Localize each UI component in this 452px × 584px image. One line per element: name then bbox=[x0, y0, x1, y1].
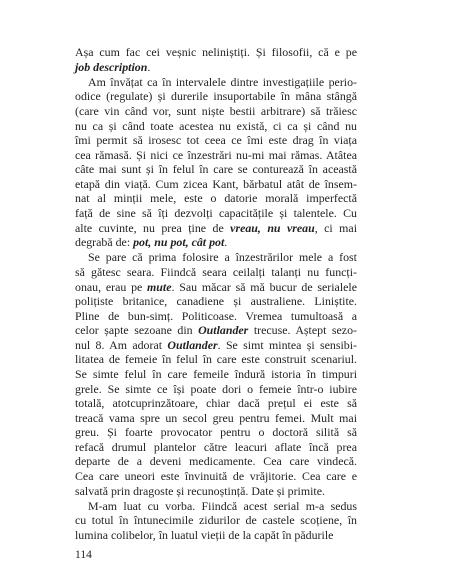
text-run: nul 8. Am adorat bbox=[75, 338, 168, 352]
text-run: salvată prin dragoste și recunoștință. Date și primite. bbox=[75, 484, 325, 498]
page-number: 114 bbox=[75, 549, 92, 561]
text-line bbox=[75, 351, 357, 367]
emphasized-text: vreau, nu vreau bbox=[230, 221, 315, 235]
text-run: onau, erau pe bbox=[75, 280, 148, 294]
emphasized-text: Outlander bbox=[167, 338, 218, 352]
text-run: odice (regulate) și durerile insuportabile în mâna stângă bbox=[75, 89, 357, 103]
text-line bbox=[88, 249, 357, 265]
text-run: îmi permit să irosesc tot ceea ce îmi este drag în viața bbox=[75, 133, 357, 147]
text-run: Așa cum fac cei veșnic neliniștiți. Și filosofii, că e pe bbox=[75, 45, 357, 59]
text-run: refacă drumul plantelor către leacuri aflate încă prea bbox=[75, 440, 357, 454]
text-run: totală, atotcuprinzătoare, chiar dacă prețul ei este să bbox=[75, 396, 357, 410]
emphasized-text: pot, nu pot, cât pot bbox=[133, 235, 225, 249]
text-run: . bbox=[224, 235, 228, 249]
text-line bbox=[75, 366, 357, 382]
text-line bbox=[75, 44, 357, 60]
text-run: trecuse. Aștept sezo- bbox=[248, 323, 357, 337]
text-run: Se simte felul în care femeile îndură istoria în timpuri bbox=[75, 367, 357, 381]
text-run: . Se simt mintea și sensibi- bbox=[217, 338, 357, 352]
text-run: departe de a deveni medicamente. Cea care vindecă. bbox=[75, 454, 357, 468]
text-line bbox=[75, 234, 357, 250]
text-run: polițiste britanice, canadiene și australiene. Liniștite. bbox=[75, 294, 357, 308]
text-run: litatea de femeie în felul în care este construit scenariul. bbox=[75, 352, 357, 366]
text-run: degrabă de: bbox=[75, 235, 134, 249]
text-run: alte cuvinte, nu prea ține de bbox=[75, 221, 231, 235]
text-line bbox=[75, 512, 357, 528]
text-run: să gătesc seara. Fiindcă seara ceilalți talanți nu funcți- bbox=[75, 265, 357, 279]
text-run: nu ca și când toate acestea nu există, ci ca și când nu bbox=[75, 119, 357, 133]
text-line bbox=[75, 322, 357, 338]
text-line bbox=[75, 190, 357, 206]
text-run: cu totul în întunecimile zidurilor de castele scoțiene, în bbox=[75, 513, 357, 527]
text-run: M-am luat cu vorba. Fiindcă acest serial m-a sedus bbox=[88, 499, 357, 513]
emphasized-text: mute bbox=[147, 280, 172, 294]
text-line bbox=[75, 527, 357, 543]
emphasized-text: job description bbox=[75, 60, 148, 74]
text-line bbox=[75, 205, 357, 221]
text-line bbox=[75, 59, 357, 75]
text-line bbox=[75, 88, 357, 104]
text-line bbox=[75, 264, 357, 280]
text-run: cea rămasă. Și nici ce înzestrări nu-mi mai rămas. Atâtea bbox=[75, 148, 357, 162]
text-run: Pline de bun-simț. Politicoase. Vremea tumultoasă a bbox=[75, 309, 357, 323]
text-line bbox=[75, 103, 357, 119]
text-line bbox=[75, 453, 357, 469]
text-run: nat al minții mele, este o datorie morală imperfectă bbox=[75, 191, 357, 205]
text-run: . bbox=[147, 60, 151, 74]
text-run: celor șapte sezoane din bbox=[75, 323, 199, 337]
text-line bbox=[75, 395, 357, 411]
text-run: , ci mai bbox=[314, 221, 357, 235]
text-run: . Sau măcar să mă bucur de serialele bbox=[171, 280, 357, 294]
text-run: grele. Se simte ce își poate dori o femeie într-o iubire bbox=[75, 382, 357, 396]
text-run: câte mai sunt și în felul în care se conturează în această bbox=[75, 162, 357, 176]
text-run: față de sine să îți dezvolți capacitățile și talentele. Cu bbox=[75, 206, 357, 220]
emphasized-text: Outlander bbox=[198, 323, 249, 337]
text-line bbox=[75, 293, 357, 309]
text-line bbox=[75, 468, 357, 484]
text-run: treacă vama spre un secol greu pentru femei. Mult mai bbox=[75, 411, 357, 425]
text-run: etapă din viață. Cum zicea Kant, bărbatul atât de însem- bbox=[75, 177, 357, 191]
text-run: Am învățat ca în intervalele dintre investigațiile perio- bbox=[88, 75, 357, 89]
text-run: (care vin când vor, sunt niște bestii arbitrare) să trăiesc bbox=[75, 104, 357, 118]
text-line bbox=[75, 161, 357, 177]
text-run: Cea care uneori este învinuită de vrăjitorie. Cea care e bbox=[75, 469, 357, 483]
text-line bbox=[75, 132, 357, 148]
text-run: Se pare că prima folosire a înzestrărilor mele a fost bbox=[88, 250, 357, 264]
text-line bbox=[75, 483, 357, 499]
text-run: greu. Și foarte provocator pentru o doctoră silită să bbox=[75, 425, 357, 439]
text-run: lumina colibelor, în luatul vieții de la capăt în pădurile bbox=[75, 528, 334, 542]
text-line bbox=[75, 424, 357, 440]
